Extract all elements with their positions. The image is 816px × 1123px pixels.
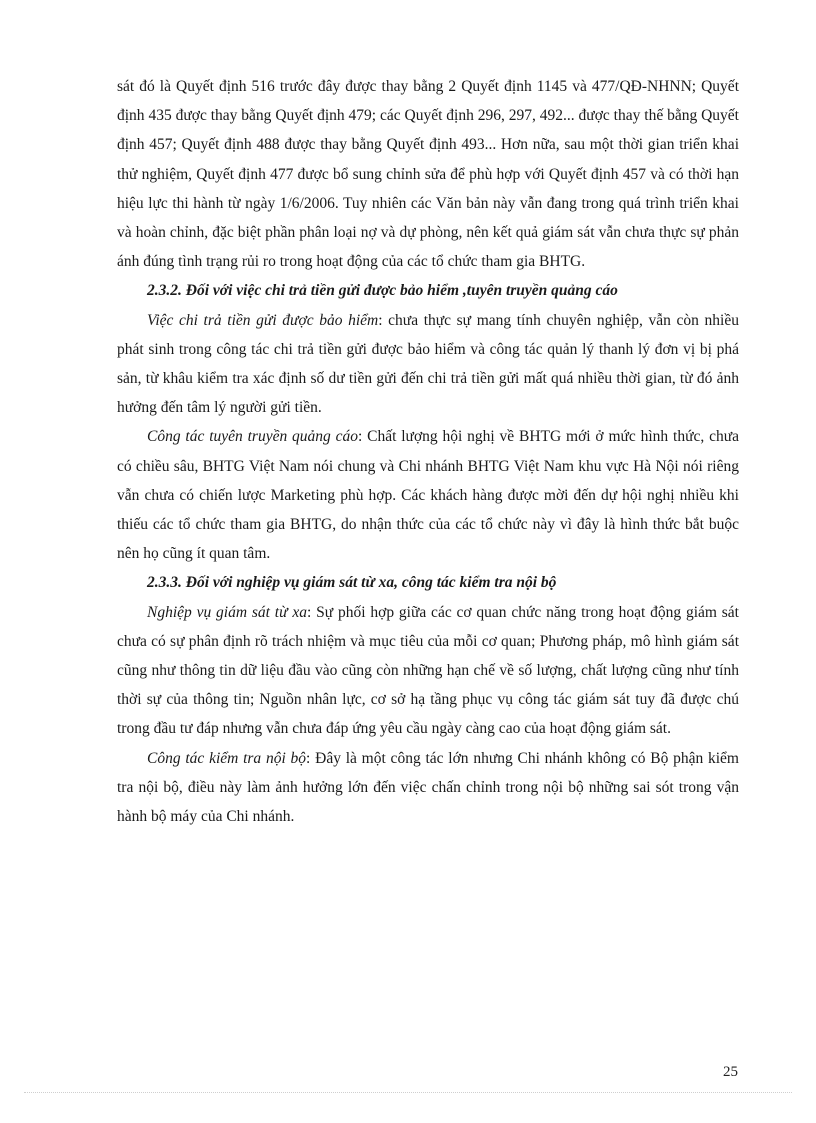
section-heading-2-3-3: 2.3.3. Đối với nghiệp vụ giám sát từ xa, công tác kiểm tra nội bộ <box>147 574 557 592</box>
paragraph-text: : Chất lượng hội nghị về BHTG mới ở mức hình thức, chưa có chiều sâu, BHTG Việt Nam nói chung và Chi nhánh BHTG Việt Nam khu vực Hà Nội nói riêng vẫn chưa có chiến lược Marketing phù hợp. Các khách hàng được mời đến dự hội nghị nhiều khi thiếu các tổ chức tham gia BHTG, do nhận thức của các tổ chức này vì đây là hình thức bắt buộc nên họ cũng ít quan tâm. <box>117 428 739 563</box>
paragraph-lead: Công tác tuyên truyền quảng cáo <box>147 428 358 446</box>
paragraph-deposit-payout <box>117 306 739 423</box>
section-heading-2-3-2: 2.3.2. Đối với việc chi trả tiền gửi được bảo hiểm ,tuyên truyền quảng cáo <box>147 282 618 300</box>
paragraph-lead: Việc chi trả tiền gửi được bảo hiểm <box>147 311 379 329</box>
paragraph-lead: Công tác kiểm tra nội bộ <box>147 749 307 767</box>
paragraph-remote-supervision <box>117 598 739 744</box>
paragraph-internal-audit <box>117 744 739 832</box>
paragraph-text: : Đây là một công tác lớn nhưng Chi nhánh không có Bộ phận kiểm tra nội bộ, điều này làm ảnh hưởng lớn đến việc chấn chỉnh trong nội bộ những sai sót trong vận hành bộ máy của Chi nhánh. <box>117 749 739 826</box>
paragraph-continuation: sát đó là Quyết định 516 trước đây được thay bằng 2 Quyết định 1145 và 477/QĐ-NHNN; Quyết định 435 được thay bằng Quyết định 479; các Quyết định 296, 297, 492... được thay thế bằng Quyết định 457; Quyết định 488 được thay bằng Quyết định 493... Hơn nữa, sau một thời gian triển khai thử nghiệm, Quyết định 477 được bổ sung chỉnh sửa để phù hợp với Quyết định 457 và có thời hạn hiệu lực thi hành từ ngày 1/6/2006. Tuy nhiên các Văn bản này vẫn đang trong quá trình triển khai và hoàn chỉnh, đặc biệt phần phân loại nợ và dự phòng, nên kết quả giám sát vẫn chưa thực sự phản ánh đúng tình trạng rủi ro trong hoạt động của các tổ chức tham gia BHTG. <box>117 78 739 271</box>
paragraph-advertising <box>117 422 739 568</box>
document-body <box>117 72 739 831</box>
page-number: 25 <box>723 1064 738 1080</box>
paragraph-lead: Nghiệp vụ giám sát từ xa <box>147 603 308 621</box>
paragraph-text: : chưa thực sự mang tính chuyên nghiệp, vẫn còn nhiều phát sinh trong công tác chi trả tiền gửi được bảo hiểm và công tác quản lý thanh lý đơn vị bị phá sản, từ khâu kiểm tra xác định số dư tiền gửi đến chi trả tiền gửi mất quá nhiều thời gian, từ đó ảnh hưởng đến tâm lý người gửi tiền. <box>117 311 739 417</box>
paragraph-text: : Sự phối hợp giữa các cơ quan chức năng trong hoạt động giám sát chưa có sự phân định rõ trách nhiệm và mục tiêu của mỗi cơ quan; Phương pháp, mô hình giám sát cũng như thông tin dữ liệu đầu vào cũng còn những hạn chế về số lượng, chất lượng cũng như tính thời sự của thông tin; Nguồn nhân lực, cơ sở hạ tầng phục vụ công tác giám sát tuy đã được chú trong đầu tư đáp nhưng vẫn chưa đáp ứng yêu cầu ngày càng cao của hoạt động giám sát. <box>117 603 739 738</box>
page-bottom-divider <box>24 1092 792 1093</box>
